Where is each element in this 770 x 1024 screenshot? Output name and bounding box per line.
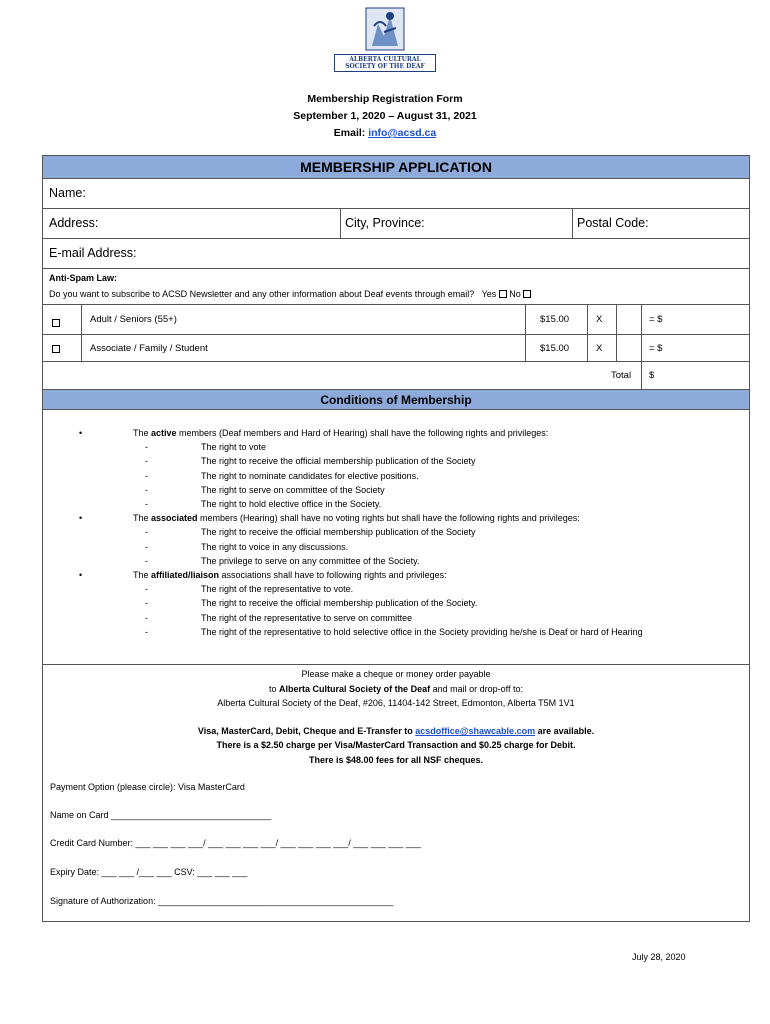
condition-item: - The right to voice in any discussions. — [79, 540, 643, 554]
condition-item: - The right to receive the official membership publication of the Society. — [79, 596, 643, 610]
condition-group-associated: • The associated members (Hearing) shall have no voting rights but shall have the following rights and privileges: — [79, 511, 643, 525]
acsd-logo — [334, 6, 436, 74]
antispam-title: Anti-Spam Law: — [49, 273, 118, 283]
payment-option[interactable]: Payment Option (please circle): Visa MasterCard — [50, 782, 245, 792]
logo-line-2: SOCIETY OF THE DEAF — [345, 63, 425, 70]
logo-emblem-icon — [364, 6, 406, 52]
condition-item: - The right to receive the official membership publication of the Society — [79, 454, 643, 468]
antispam-question — [49, 289, 531, 299]
condition-item: - The privilege to serve on any committee of the Society. — [79, 554, 643, 568]
condition-item: - The right to hold elective office in the Society. — [79, 497, 643, 511]
no-checkbox[interactable] — [523, 290, 531, 298]
condition-item: - The right of the representative to vote. — [79, 582, 643, 596]
condition-group-active: • The active members (Deaf members and Hard of Hearing) shall have the following rights and privileges: — [79, 426, 643, 440]
logo-line-1: ALBERTA CULTURAL — [349, 56, 421, 63]
antispam-row — [43, 269, 749, 305]
adult-checkbox[interactable] — [52, 319, 60, 327]
conditions-list — [79, 426, 643, 639]
fee-price: $15.00 — [540, 314, 570, 325]
condition-item: - The right to receive the official membership publication of the Society — [79, 525, 643, 539]
payment-methods: Visa, MasterCard, Debit, Cheque and E-Transfer to acsdoffice@shawcable.com are available. — [197, 726, 595, 736]
contact-email — [0, 127, 770, 139]
card-charge-note: There is a $2.50 charge per Visa/MasterCard Transaction and $0.25 charge for Debit. — [216, 740, 576, 750]
email-row[interactable] — [43, 239, 749, 269]
card-number-field[interactable]: Credit Card Number: ___ ___ ___ ___/ ___ ___ ___ ___/ ___ ___ ___ ___/ ___ ___ ___ ___ — [50, 838, 421, 848]
total-value: $ — [649, 370, 655, 381]
application-form — [42, 155, 750, 922]
application-title: MEMBERSHIP APPLICATION — [43, 156, 749, 179]
condition-group-affiliated: • The affiliated/liaison associations shall have to following rights and privileges: — [79, 568, 643, 582]
expiry-csv-field[interactable]: Expiry Date: ___ ___ /___ ___ CSV: ___ ___ ___ — [50, 867, 248, 877]
condition-item: - The right of the representative to hold selective office in the Society providing he/she is Deaf or hard of Hearing — [79, 625, 643, 639]
yes-label: Yes — [481, 289, 497, 299]
email-label: Email: — [333, 127, 369, 139]
fee-multiply: X — [596, 343, 603, 354]
name-on-card-field[interactable]: Name on Card ________________________________ — [50, 810, 272, 820]
email-address-label: E-mail Address: — [49, 246, 137, 260]
payment-email-link[interactable]: acsdoffice@shawcable.com — [415, 726, 536, 736]
email-link[interactable]: info@acsd.ca — [368, 127, 437, 139]
city-province-label: City, Province: — [345, 216, 425, 230]
total-label: Total — [611, 370, 632, 381]
fee-label: Associate / Family / Student — [90, 343, 208, 354]
address-label: Address: — [49, 216, 99, 230]
antispam-question-text: Do you want to subscribe to ACSD Newsletter and any other information about Deaf events through email? — [49, 289, 475, 299]
fee-row-adult — [43, 305, 749, 335]
fee-subtotal: = $ — [649, 314, 663, 325]
yes-checkbox[interactable] — [499, 290, 507, 298]
fee-label: Adult / Seniors (55+) — [90, 314, 177, 325]
nsf-fee-note: There is $48.00 fees for all NSF cheques. — [308, 755, 484, 765]
fee-subtotal: = $ — [649, 343, 663, 354]
payment-address: Alberta Cultural Society of the Deaf, #206, 11404-142 Street, Edmonton, Alberta T5M 1V1 — [217, 698, 575, 708]
signature-field[interactable]: Signature of Authorization: _______________________________________________ — [50, 896, 394, 906]
form-title: Membership Registration Form — [307, 93, 463, 105]
condition-item: - The right to nominate candidates for elective positions. — [79, 469, 643, 483]
name-row[interactable] — [43, 179, 749, 209]
condition-item: - The right to serve on committee of the Society — [79, 483, 643, 497]
fee-row-associate — [43, 335, 749, 362]
fee-price: $15.00 — [540, 343, 570, 354]
membership-dates: September 1, 2020 – August 31, 2021 — [293, 110, 477, 122]
conditions-title: Conditions of Membership — [43, 390, 749, 410]
payment-line-2: to Alberta Cultural Society of the Deaf and mail or drop-off to: — [269, 684, 523, 694]
postal-code-label: Postal Code: — [577, 216, 649, 230]
name-label: Name: — [49, 186, 86, 200]
payment-line-1: Please make a cheque or money order payable — [301, 669, 491, 679]
no-label: No — [509, 289, 521, 299]
fee-multiply: X — [596, 314, 603, 325]
address-row — [43, 209, 749, 239]
document-date: July 28, 2020 — [632, 952, 686, 962]
associate-checkbox[interactable] — [52, 345, 60, 353]
section-divider — [43, 664, 749, 665]
total-row — [43, 362, 749, 390]
condition-item: - The right to vote — [79, 440, 643, 454]
condition-item: - The right of the representative to serve on committee — [79, 611, 643, 625]
